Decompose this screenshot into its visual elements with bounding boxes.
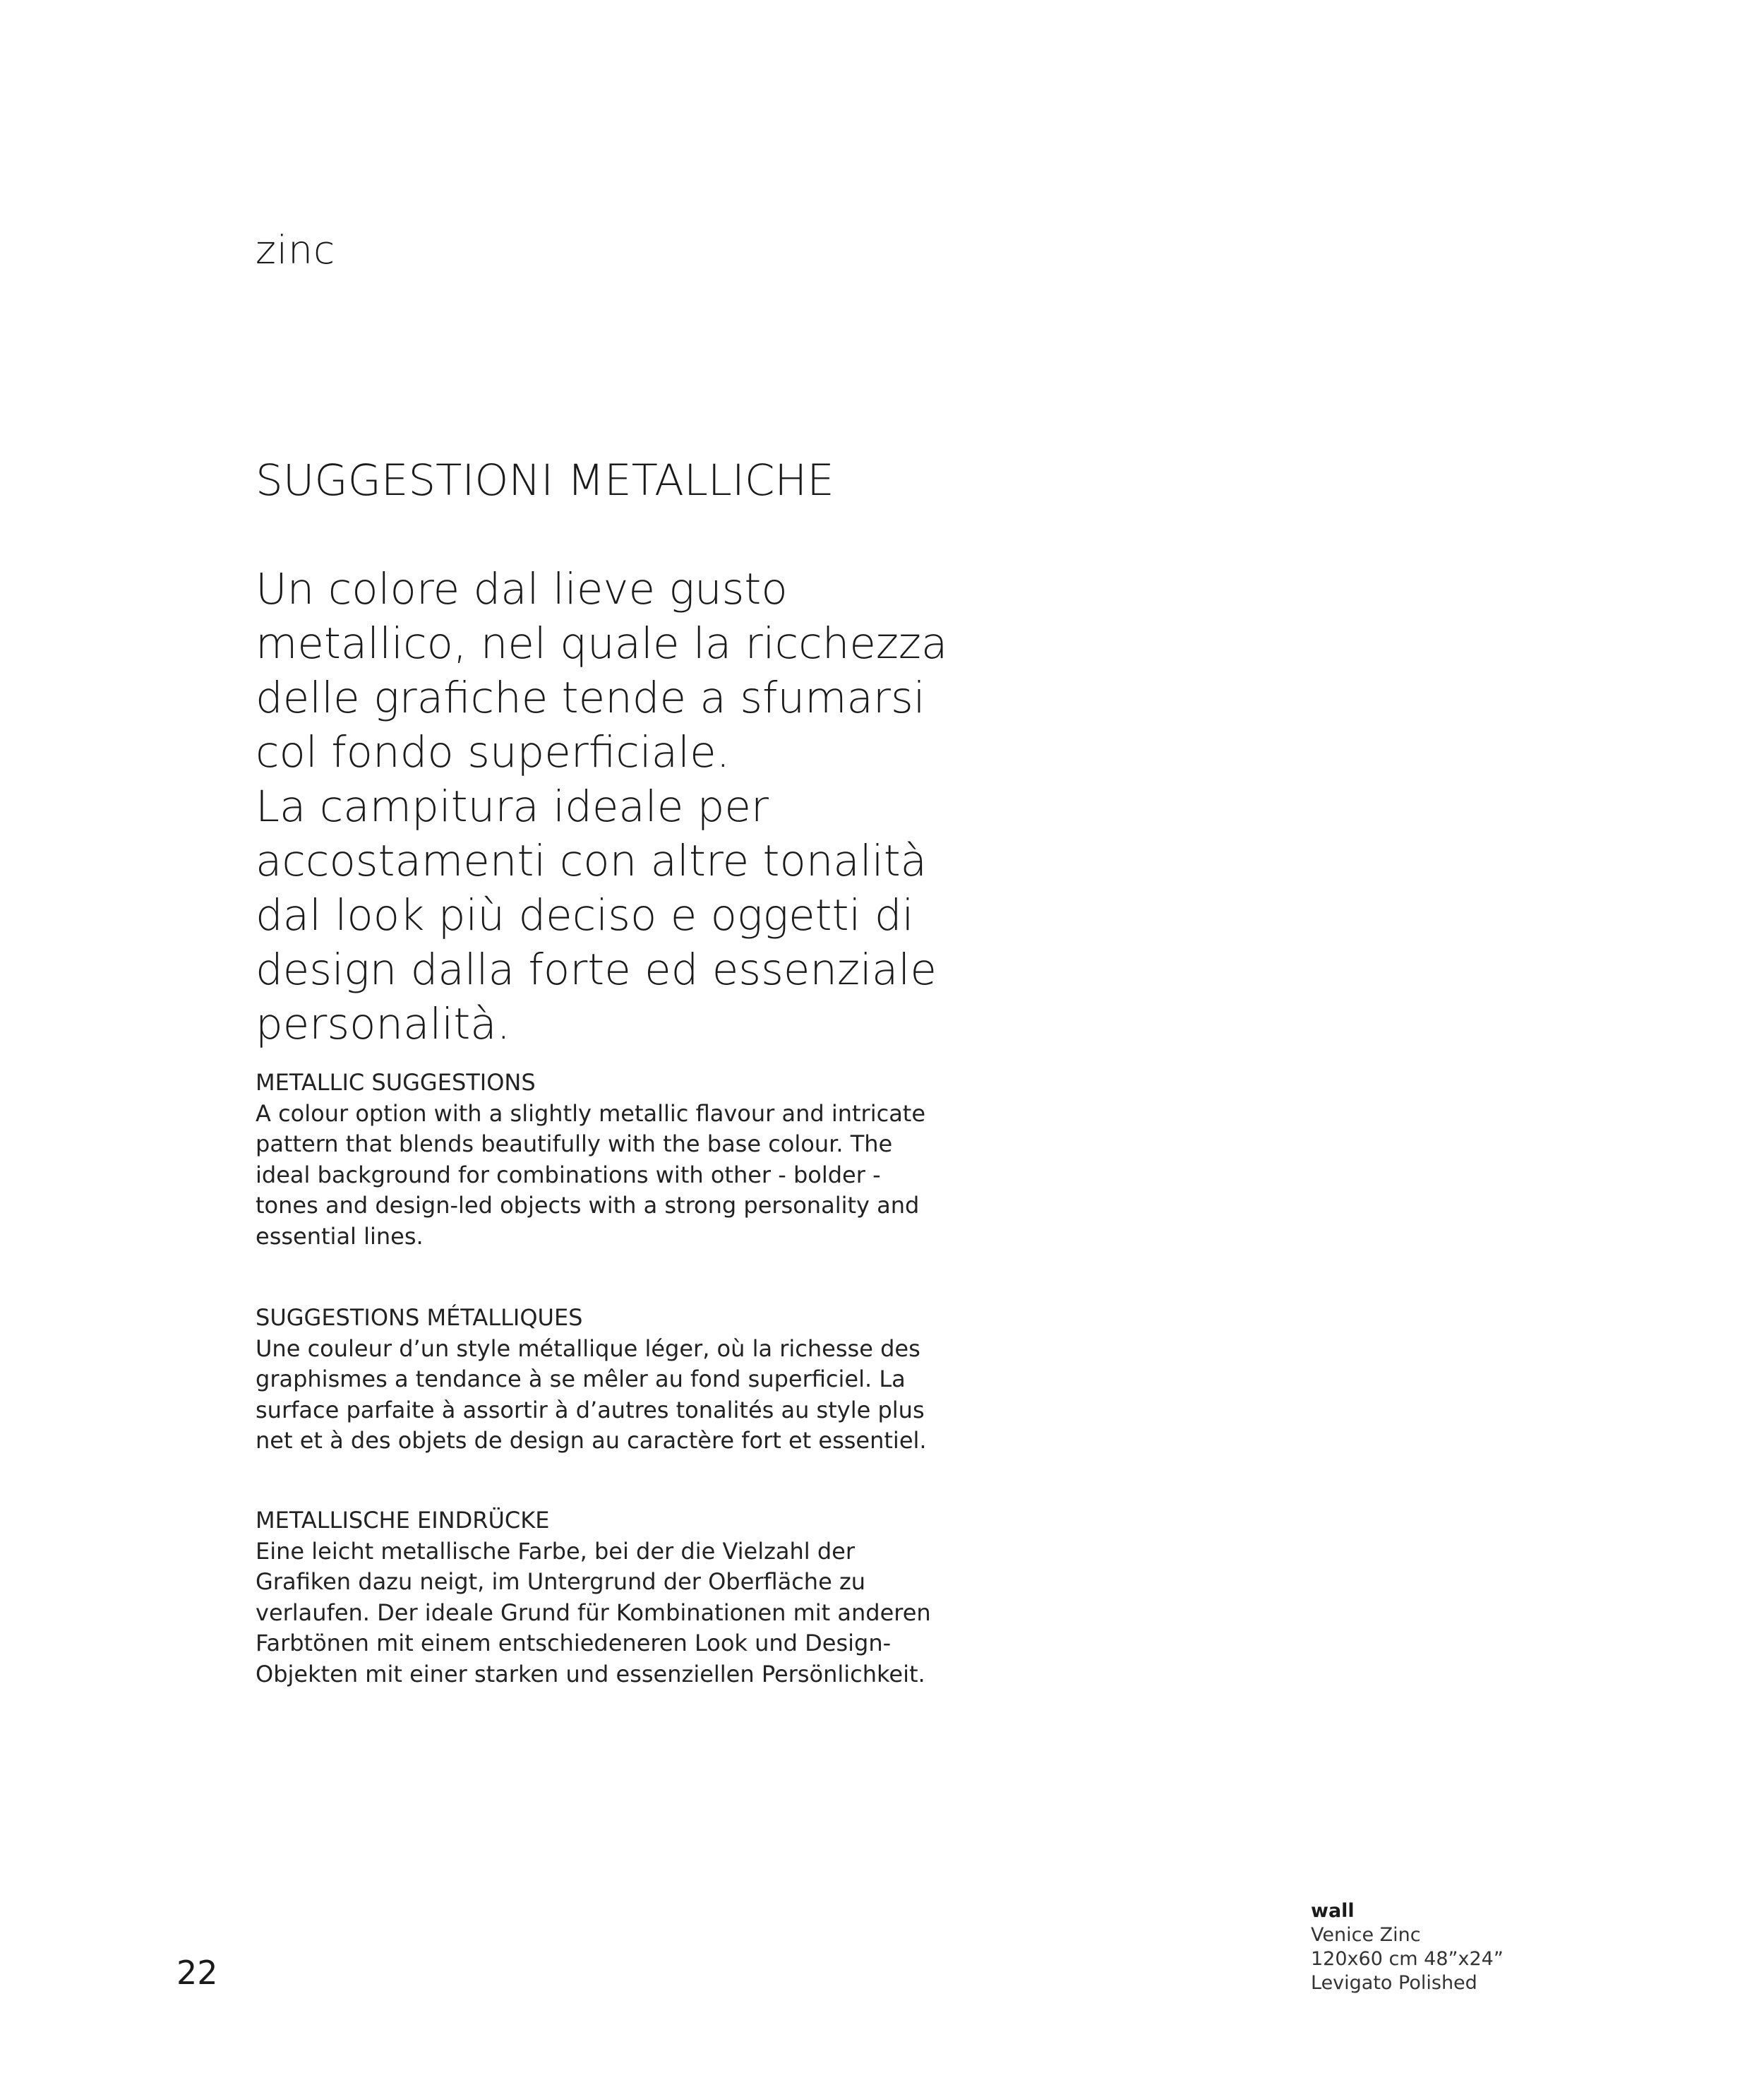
translation-de xyxy=(256,1505,961,1690)
intro-body: Un colore dal lieve gusto metallico, nel quale la ricchezza delle grafiche tende a sfumarsi col fondo superficiale. La campitura ideale per accostamenti con altre tonalità dal look più deciso e oggetti di design dalla forte ed essenziale personalità. xyxy=(256,564,948,1049)
caption-title: wall xyxy=(1311,1900,1355,1922)
translation-de-body: Eine leicht metallische Farbe, bei der die Vielzahl der Grafiken dazu neigt, im Untergrund der Oberfläche zu verlaufen. Der ideale Grund für Kombinationen mit anderen Farbtönen mit einem entschiedeneren Look und Design- Objekten mit einer starken und essenziellen Persönlichkeit. xyxy=(256,1537,931,1687)
translation-de-heading: METALLISCHE EINDRÜCKE xyxy=(256,1507,550,1534)
caption-finish: Levigato Polished xyxy=(1311,1972,1477,1994)
caption-product: Venice Zinc xyxy=(1311,1924,1421,1946)
translation-en-body: A colour option with a slightly metallic flavour and intricate pattern that blends beautifully with the base colour. The ideal background for combinations with other - bolder - tones and design-led objects with a strong personality and essential lines. xyxy=(256,1099,926,1250)
caption-size: 120x60 cm 48”x24” xyxy=(1311,1948,1504,1970)
translation-fr-body: Une couleur d’un style métallique léger, où la richesse des graphismes a tendance à se mêler au fond superficiel. La surface parfaite à assortir à d’autres tonalités au style plus net et à des objets de design au caractère fort et essentiel. xyxy=(256,1334,927,1454)
translation-en xyxy=(256,1068,961,1252)
intro-section xyxy=(256,399,1173,1106)
collection-title: zinc xyxy=(256,227,336,273)
translation-en-heading: METALLIC SUGGESTIONS xyxy=(256,1069,536,1096)
translation-fr xyxy=(256,1303,961,1457)
intro-heading: SUGGESTIONI METALLICHE xyxy=(256,455,834,506)
translation-fr-heading: SUGGESTIONS MÉTALLIQUES xyxy=(256,1304,583,1331)
image-caption xyxy=(1311,1899,1504,1995)
page-number: 22 xyxy=(176,1954,218,1992)
